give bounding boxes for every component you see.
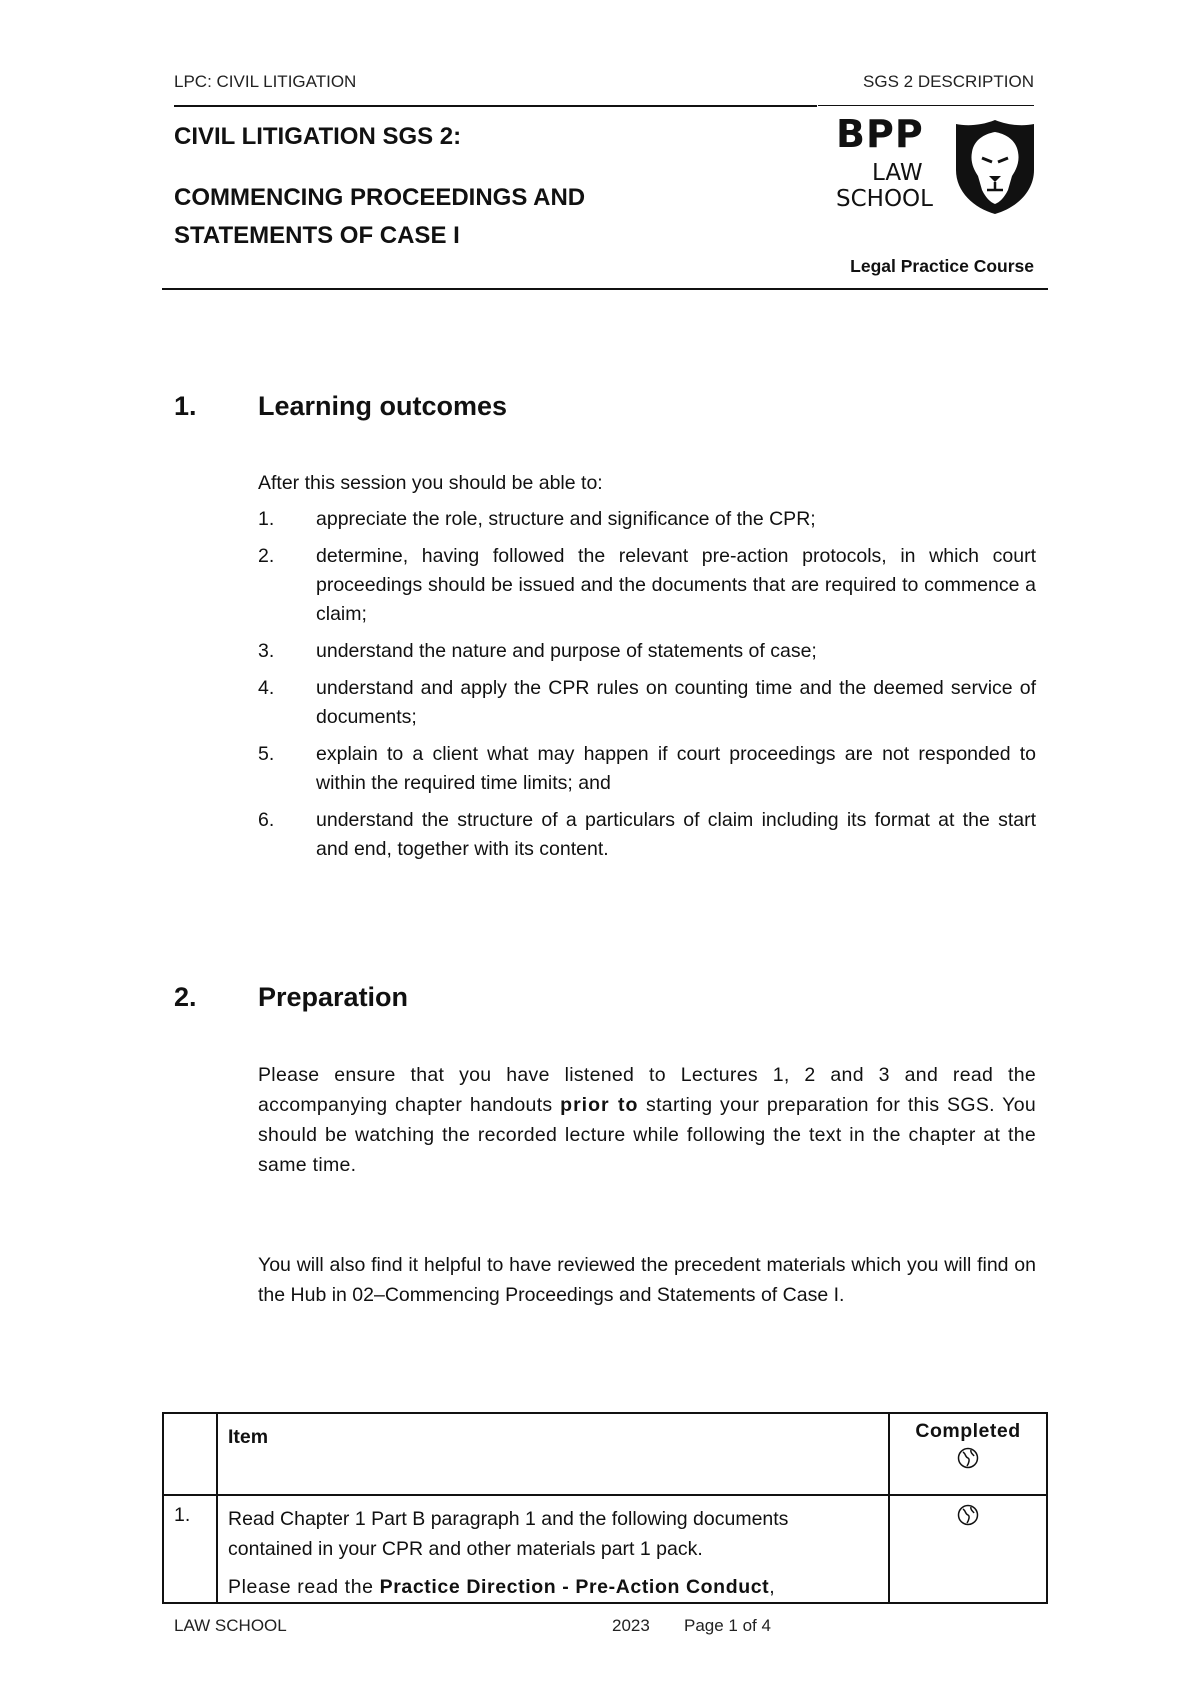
course-label: Legal Practice Course (850, 256, 1034, 276)
footer-year: 2023 (612, 1616, 650, 1635)
title-line-1: CIVIL LITIGATION SGS 2: (174, 123, 462, 150)
list-item-text: appreciate the role, structure and significance of the CPR; (316, 508, 816, 530)
row-text2-a: Please read the (228, 1576, 380, 1598)
header-rule-right (818, 105, 1034, 106)
list-item-number: 1. (258, 508, 275, 530)
header-cell-item: Item (217, 1413, 889, 1495)
row-text2-b: , (769, 1576, 776, 1598)
header-cell-completed (889, 1413, 1047, 1495)
logo-law: LAW (872, 160, 923, 186)
footer-rule (162, 1603, 1048, 1604)
list-item (258, 637, 1036, 666)
para1-text-b: starting your preparation for this SGS. You should be watching the recorded lecture while following the text in the chapter at the same time. (258, 1094, 1036, 1176)
globe-icon (957, 1447, 979, 1469)
learning-outcomes-list (258, 505, 1036, 872)
section2-number: 2. (174, 982, 197, 1012)
preparation-paragraph-1 (258, 1060, 1036, 1180)
section1-heading: Learning outcomes (258, 391, 508, 421)
para1-bold: prior to (560, 1094, 639, 1116)
list-item-number: 4. (258, 677, 275, 699)
row-item-text-2 (228, 1572, 878, 1602)
completed-label: Completed (915, 1420, 1021, 1442)
row-item-text: Read Chapter 1 Part B paragraph 1 and the following documents contained in your CPR and other materials part 1 pack. (228, 1508, 789, 1560)
header-right: SGS 2 DESCRIPTION (863, 72, 1034, 91)
lion-shield-icon (954, 118, 1036, 216)
section1-intro: After this session you should be able to: (258, 472, 603, 494)
bpp-logo (836, 114, 1036, 220)
list-item (258, 740, 1036, 798)
section2-heading: Preparation (258, 982, 409, 1012)
list-item-number: 3. (258, 640, 275, 662)
list-item (258, 542, 1036, 629)
section1-number: 1. (174, 391, 197, 421)
title-line-3: STATEMENTS OF CASE I (174, 222, 460, 249)
row-number: 1. (163, 1495, 217, 1603)
header-rule-left (174, 105, 817, 107)
preparation-table (162, 1412, 1048, 1604)
list-item-number: 6. (258, 809, 275, 831)
list-item-text: understand the nature and purpose of statements of case; (316, 640, 817, 662)
header-left: LPC: CIVIL LITIGATION (174, 72, 357, 91)
list-item-text: explain to a client what may happen if court proceedings are not responded to within the required time limits; and (316, 743, 1036, 794)
preparation-paragraph-2: You will also find it helpful to have reviewed the precedent materials which you will find on the Hub in 02–Commencing Proceedings and Statements of Case I. (258, 1254, 1036, 1306)
footer-left: LAW SCHOOL (174, 1616, 287, 1635)
list-item-number: 5. (258, 743, 275, 765)
title-rule (162, 288, 1048, 290)
list-item-text: determine, having followed the relevant pre-action protocols, in which court proceedings should be issued and the documents that are required to commence a claim; (316, 545, 1036, 625)
globe-icon[interactable] (957, 1504, 979, 1526)
list-item-number: 2. (258, 545, 275, 567)
logo-bpp: BPP (836, 112, 924, 156)
logo-school: SCHOOL (836, 186, 933, 212)
list-item (258, 674, 1036, 732)
para1-text-a: Please ensure that you have listened to Lectures 1, 2 and 3 and read the accompanying chapter handouts (258, 1064, 1036, 1116)
table-row (163, 1495, 1047, 1603)
title-line-2: COMMENCING PROCEEDINGS AND (174, 184, 586, 211)
header-cell-number (163, 1413, 217, 1495)
list-item (258, 806, 1036, 864)
footer-page: Page 1 of 4 (684, 1616, 771, 1635)
row-item-cell (217, 1495, 889, 1603)
list-item (258, 505, 1036, 534)
list-item-text: understand the structure of a particulars of claim including its format at the start and end, together with its content. (316, 809, 1036, 860)
list-item-text: understand and apply the CPR rules on counting time and the deemed service of documents; (316, 677, 1036, 728)
row-completed-cell[interactable] (889, 1495, 1047, 1603)
row-text2-bold: Practice Direction - Pre-Action Conduct (379, 1576, 770, 1598)
table-header-row (163, 1413, 1047, 1495)
